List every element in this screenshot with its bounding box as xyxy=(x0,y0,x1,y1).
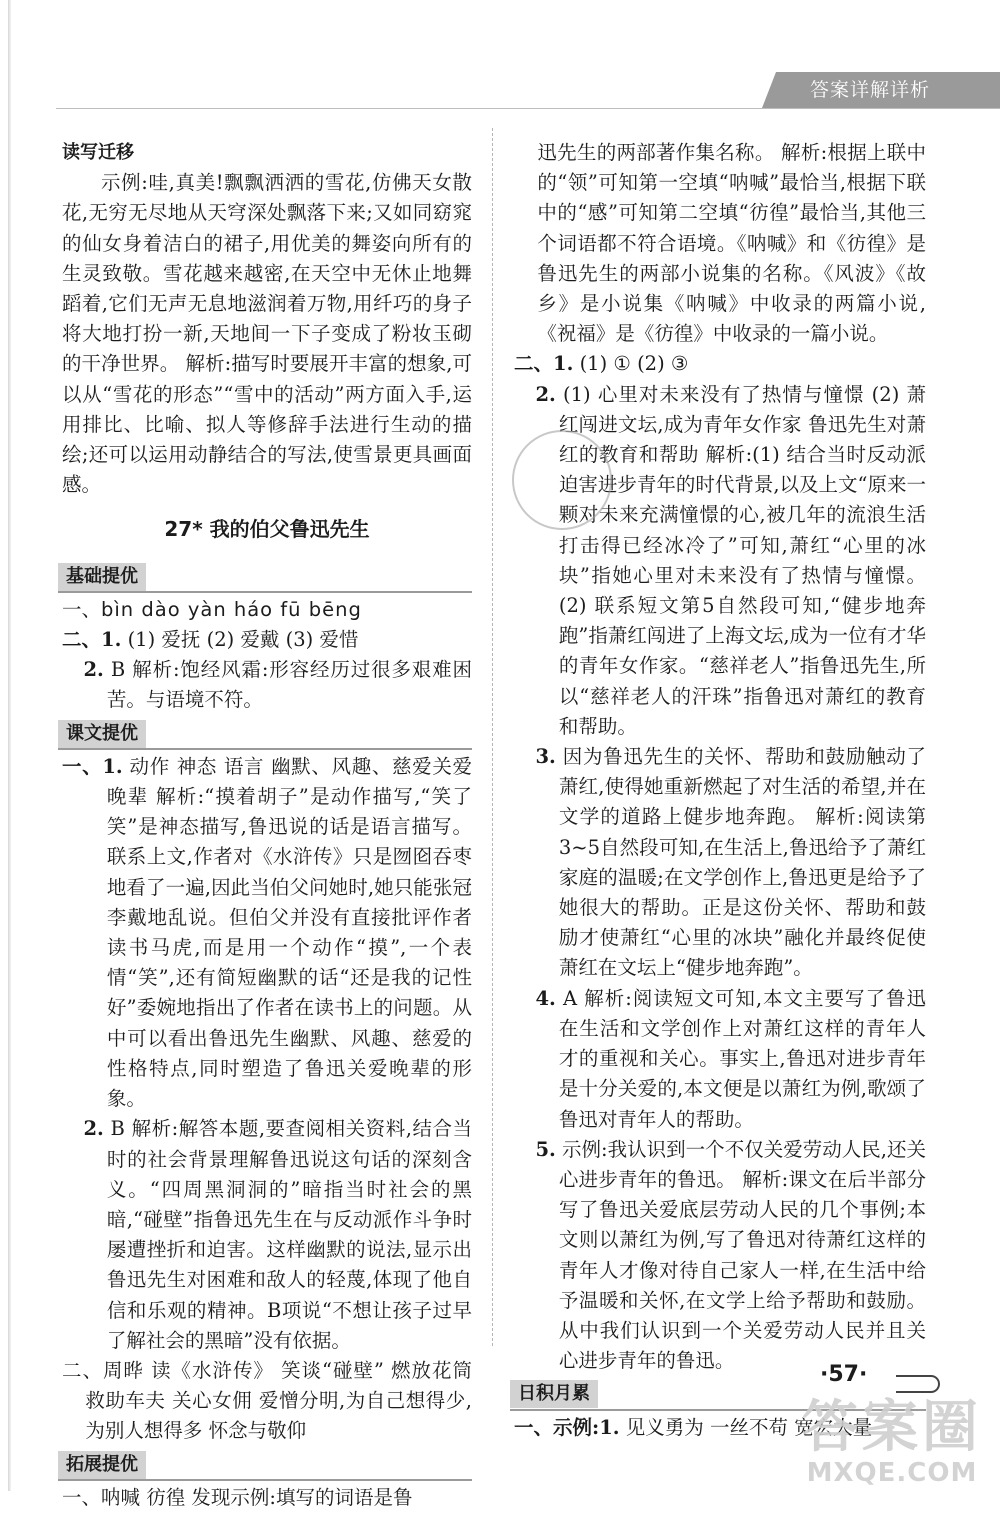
item-label: 一、 xyxy=(62,597,102,621)
left-column xyxy=(62,138,472,1513)
item-text: 示例:我认识到一个不仅关爱劳动人民,还关心进步青年的鲁迅。 解析:课文在后半部分写了鲁迅关爱底层劳动人民的几个事例;本文则以萧红为例,写了鲁迅对待萧红这样的青年人才像对待自己家人一样,在生活中给予温暖和关怀,在文学上给予帮助和鼓励。从中我们认识到一个关爱劳动人民并且关心进步青年的鲁迅。 xyxy=(558,1137,926,1373)
stamp-mark xyxy=(512,430,612,530)
answer-item xyxy=(514,742,926,984)
answer-item xyxy=(514,349,926,379)
header-label: 答案详解详析 xyxy=(809,79,930,101)
answer-item xyxy=(62,625,472,655)
item-label: 二、1. xyxy=(62,628,122,652)
item-text: (1) ① (2) ③ xyxy=(579,352,689,376)
answer-item xyxy=(62,595,472,625)
answer-item xyxy=(62,1114,472,1356)
item-number: 2. xyxy=(83,658,104,682)
section-title: 课文提优 xyxy=(58,720,146,748)
answer-item xyxy=(62,1483,472,1513)
reading-heading: 读写迁移 xyxy=(62,142,134,163)
watermark-url: MXQE.COM xyxy=(806,1458,978,1488)
item-number: 3. xyxy=(535,745,556,769)
item-label: 二、 xyxy=(62,1358,103,1382)
section-title: 日积月累 xyxy=(510,1380,598,1408)
item-number: 5. xyxy=(535,1137,556,1161)
item-label: 一、1. xyxy=(62,754,123,778)
item-label: 二、1. xyxy=(514,352,574,376)
page-arrow-icon xyxy=(896,1375,940,1393)
right-column xyxy=(514,138,926,1443)
item-label: 一、 xyxy=(62,1485,102,1509)
item-text: (1) 爱抚 (2) 爱戴 (3) 爱惜 xyxy=(127,628,359,652)
section-rule xyxy=(58,591,472,593)
section-rule xyxy=(58,1479,472,1481)
page-edge xyxy=(8,0,11,1491)
answer-item xyxy=(62,655,472,715)
watermark-logo xyxy=(802,1395,982,1488)
continued-text: 迅先生的两部著作集名称。 解析:根据上联中的“领”可知第一空填“呐喊”最恰当,根据下联中的“感”可知第二空填“彷徨”最恰当,其他三个词语都不符合语境。《呐喊》和《彷徨》是鲁迅先生的两部小说集的名称。《风波》《故乡》是小说集《呐喊》中收录的两篇小说,《祝福》是《彷徨》中收录的一篇小说。 xyxy=(537,141,926,346)
header-rule xyxy=(56,108,1000,109)
item-text: (1) 心里对未来没有了热情与憧憬 (2) 萧红闯进文坛,成为青年女作家 鲁迅先生对萧红的教育和帮助 解析:(1) 结合当时反动派迫害进步青年的时代背景,以及上文“原来一颗对未来充满憧憬的心,被几年的流浪生活打击得已经冰冷了”可知,萧红“心里的冰块”指她心里对未来没有了热情与憧憬。 (2) 联系短文第5自然段可知,“健步地奔跑”指萧红闯进了上海文坛,成为一位有才华的青年女作家。“慈祥老人”指鲁迅先生,所以“慈祥老人的汗珠”指鲁迅对萧红的教育和帮助。 xyxy=(558,382,927,738)
item-text: 呐喊 彷徨 发现示例:填写的词语是鲁 xyxy=(101,1485,413,1509)
column-divider xyxy=(492,128,493,1346)
item-number: 2. xyxy=(535,382,556,406)
item-text: A 解析:阅读短文可知,本文主要写了鲁迅在生活和文学创作上对萧红这样的青年人才的重视和关心。事实上,鲁迅对进步青年是十分关爱的,本文便是以萧红为例,歌颂了鲁迅对青年人的帮助。 xyxy=(558,986,926,1131)
item-text: 周晔 读《水浒传》 笑谈“碰壁” 燃放花筒 救助车夫 关心女佣 爱憎分明,为自己想得少,为别人想得多 怀念与敬仰 xyxy=(85,1358,472,1443)
item-number: 4. xyxy=(535,986,556,1010)
pinyin-answer: bìn dào yàn háo fū bēng xyxy=(101,597,362,621)
item-text: 见义勇为 一丝不苟 宽宏大量 xyxy=(625,1415,873,1439)
item-label: 一、示例:1. xyxy=(514,1415,620,1439)
section-title: 基础提优 xyxy=(58,563,146,591)
item-text: 因为鲁迅先生的关怀、帮助和鼓励触动了萧红,使得她重新燃起了对生活的希望,并在文学的道路上健步地奔跑。 解析:阅读第3~5自然段可知,在生活上,鲁迅给予了萧红家庭的温暖;在文学创作上,鲁迅更是给予了她很大的帮助。正是这份关怀、帮助和鼓励才使萧红“心里的冰块”融化并最终促使萧红在文坛上“健步地奔跑”。 xyxy=(558,745,926,980)
answer-item xyxy=(62,1356,472,1447)
section-title: 拓展提优 xyxy=(58,1451,146,1479)
item-number: 2. xyxy=(83,1117,104,1141)
watermark-text: 答案圈 xyxy=(802,1395,982,1460)
reading-text: 示例:哇,真美!飘飘洒洒的雪花,仿佛天女散花,无穷无尽地从天穹深处飘落下来;又如同窈窕的仙女身着洁白的裙子,用优美的舞姿向所有的生灵致敬。雪花越来越密,在天空中无休止地舞蹈着,它们无声无息地滋润着万物,用纤巧的身子将大地打扮一新,天地间一下子变成了粉妆玉砌的干净世界。 解析:描写时要展开丰富的想象,可以从“雪花的形态”“雪中的活动”两方面入手,运用排比、比喻、拟人等修辞手法进行生动的描绘;还可以运用动静结合的写法,使雪景更具画面感。 xyxy=(62,171,472,497)
page-number: ·57· xyxy=(820,1362,868,1387)
answer-item xyxy=(514,984,926,1135)
answer-item xyxy=(514,1135,926,1377)
item-text: 动作 神态 语言 幽默、风趣、慈爱关爱晚辈 解析:“摸着胡子”是动作描写,“笑了笑”是神态描写,鲁迅说的话是语言描写。联系上文,作者对《水浒传》只是囫囵吞枣地看了一遍,因此当伯父问她时,她只能张冠李戴地乱说。但伯父并没有直接批评作者读书马虎,而是用一个动作“摸”,一个表情“笑”,还有简短幽默的话“还是我的记性好”委婉地指出了作者在读书上的问题。从中可以看出鲁迅先生幽默、风趣、慈爱的性格特点,同时塑造了鲁迅关爱晚辈的形象。 xyxy=(106,754,472,1111)
item-text: B 解析:解答本题,要查阅相关资料,结合当时的社会背景理解鲁迅说这句话的深刻含义。“四周黑洞洞的”暗指当时社会的黑暗,“碰壁”指鲁迅先生在与反动派作斗争时屡遭挫折和迫害。这样幽默的说法,显示出鲁迅先生对困难和敌人的轻蔑,体现了他自信和乐观的精神。B项说“不想让孩子过早了解社会的黑暗”没有依据。 xyxy=(106,1117,473,1352)
section-rule xyxy=(58,748,472,750)
lesson-title: 27* 我的伯父鲁迅先生 xyxy=(164,517,370,542)
item-text: B 解析:饱经风霜:形容经历过很多艰难困苦。与语境不符。 xyxy=(106,658,472,712)
answer-item xyxy=(62,752,472,1114)
